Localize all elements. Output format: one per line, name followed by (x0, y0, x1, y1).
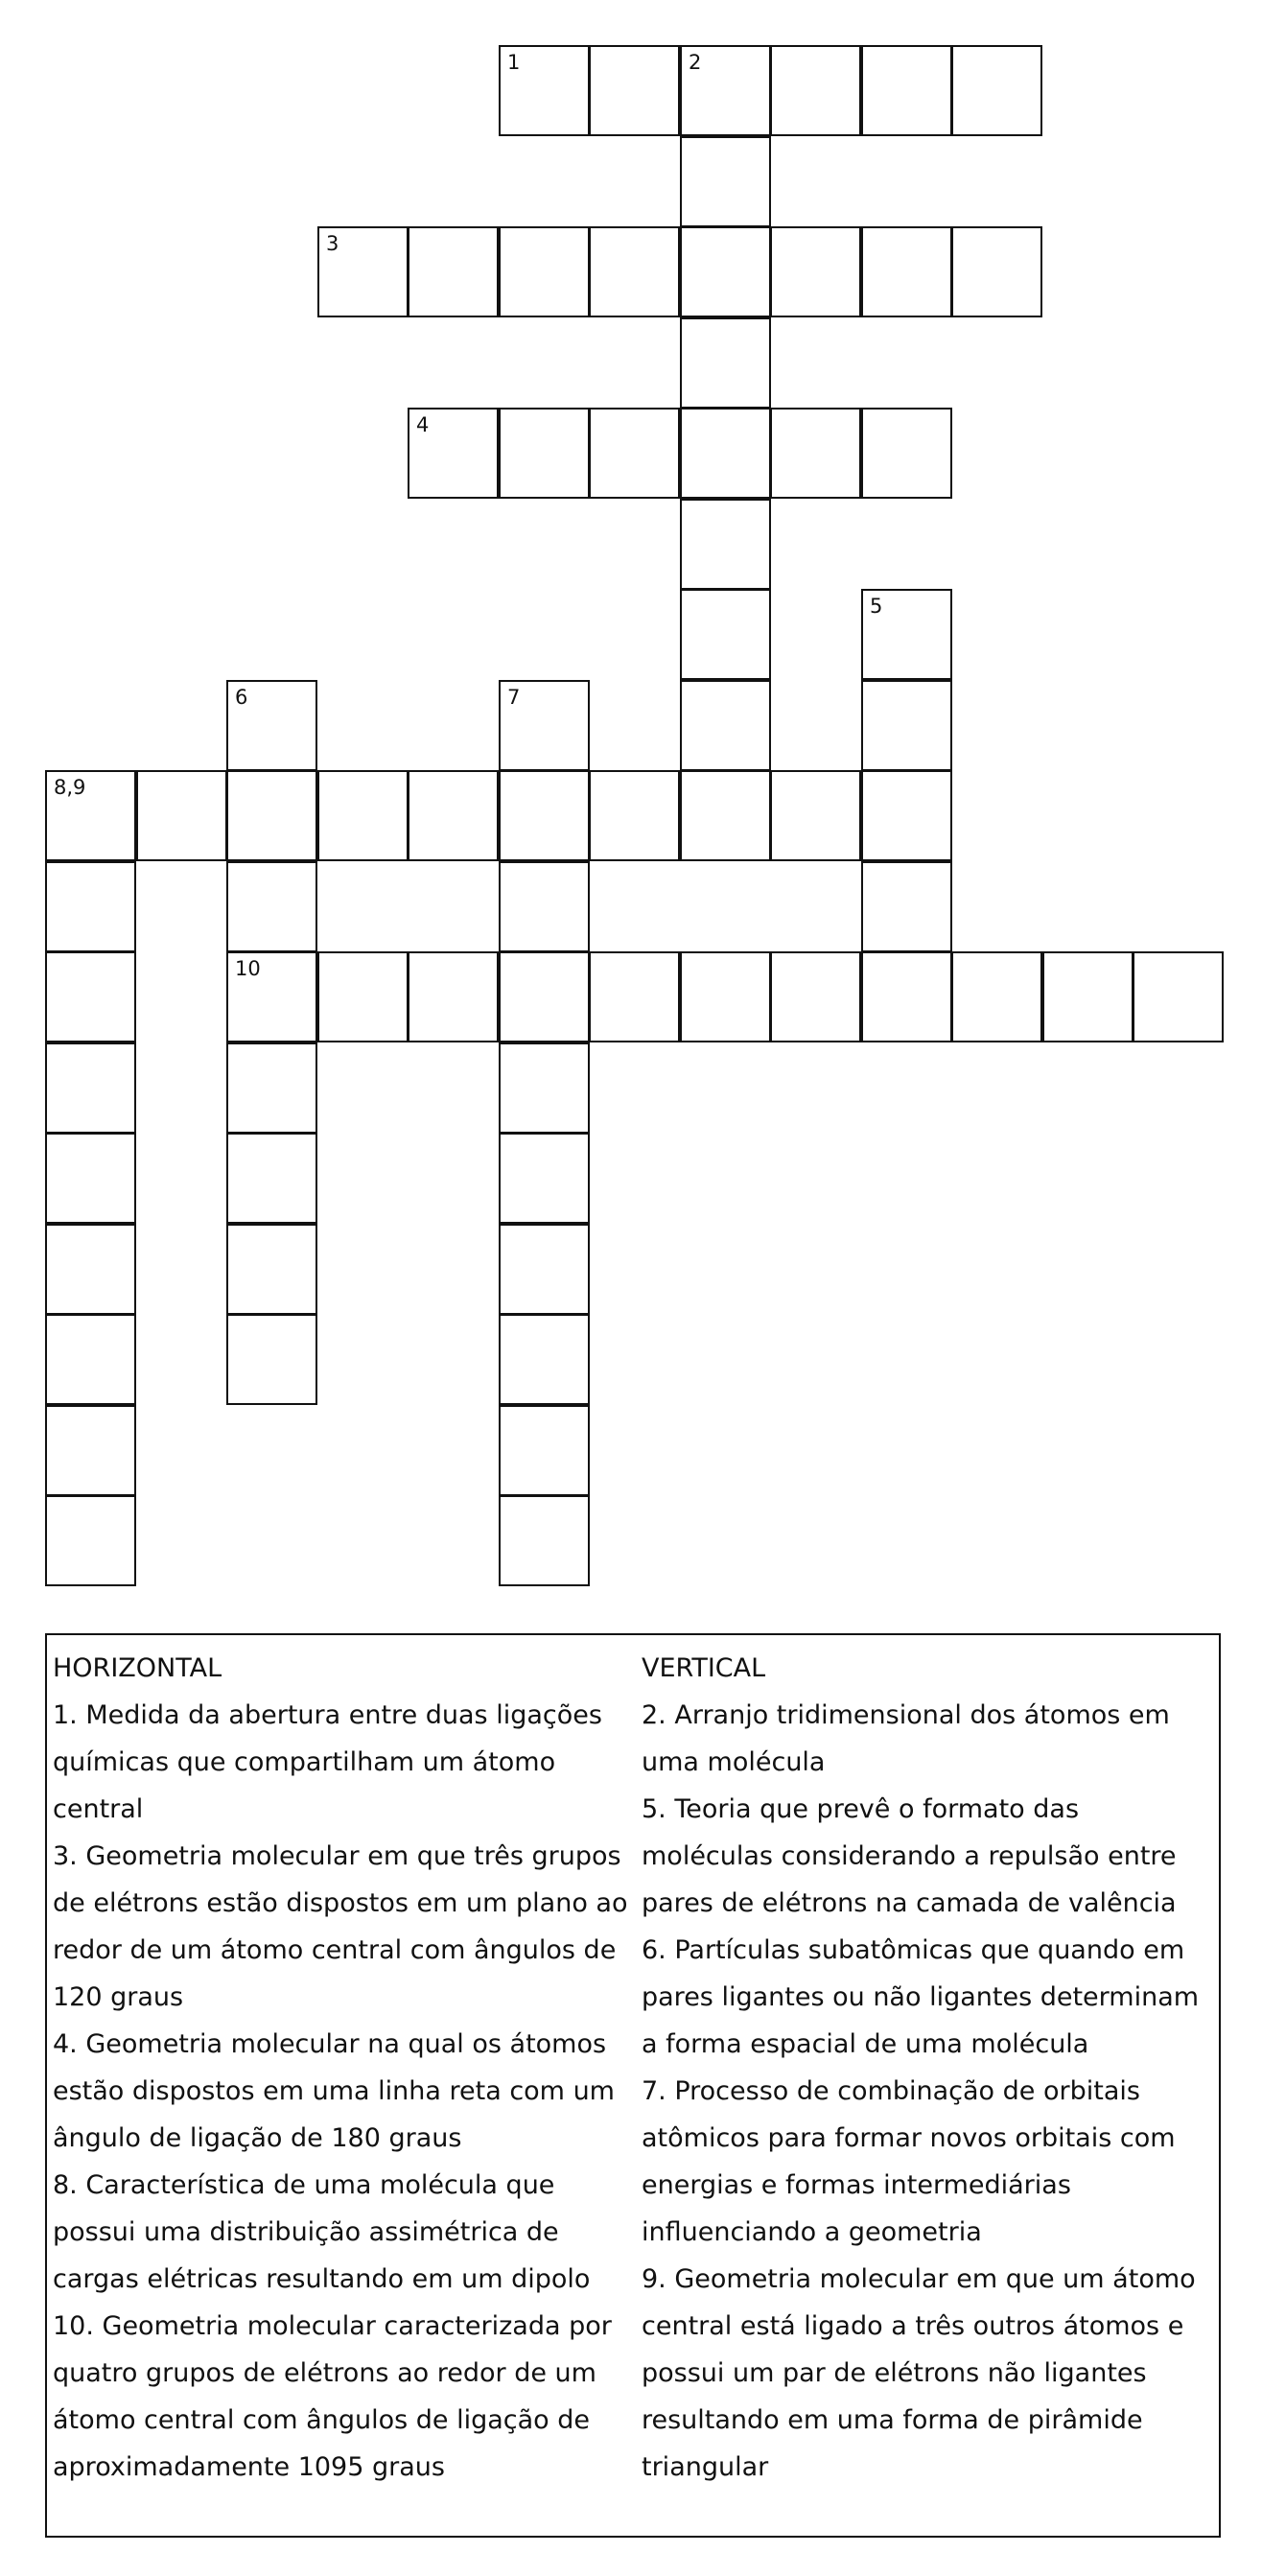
clue-number: 4 (416, 413, 430, 436)
crossword-cell[interactable] (861, 680, 952, 771)
crossword-cell[interactable] (499, 45, 590, 136)
crossword-cell[interactable] (680, 680, 771, 771)
crossword-cell[interactable] (317, 770, 409, 861)
crossword-cell[interactable] (680, 136, 771, 227)
crossword-cell[interactable] (951, 45, 1042, 136)
crossword-cell[interactable] (499, 951, 590, 1042)
clue-h3: 3. Geometria molecular em que três grupos de elétrons estão dispostos em um plano ao redor de um átomo central com ângulos de 120 graus (53, 1841, 628, 2012)
clue-number: 6 (235, 686, 248, 709)
crossword-cell[interactable] (136, 770, 227, 861)
crossword-cell[interactable] (408, 408, 499, 499)
crossword-cell[interactable] (589, 770, 680, 861)
crossword-cell[interactable] (408, 226, 499, 317)
clue-number: 7 (507, 686, 521, 709)
crossword-cell[interactable] (45, 1405, 136, 1496)
clue-number: 5 (870, 595, 883, 618)
clue-v7: 7. Processo de combinação de orbitais atômicos para formar novos orbitais com energias e formas intermediárias influenciando a geometria (642, 2076, 1176, 2247)
crossword-cell[interactable] (408, 951, 499, 1042)
crossword-cell[interactable] (45, 861, 136, 952)
crossword-cell[interactable] (226, 1224, 317, 1315)
crossword-cell[interactable] (499, 1133, 590, 1224)
crossword-cell[interactable] (1042, 951, 1133, 1042)
crossword-cell[interactable] (226, 951, 317, 1042)
clue-number: 8,9 (54, 776, 86, 799)
crossword-cell[interactable] (951, 226, 1042, 317)
horizontal-clues (53, 1645, 628, 2491)
crossword-cell[interactable] (317, 226, 409, 317)
crossword-cell[interactable] (680, 317, 771, 409)
crossword-cell[interactable] (499, 770, 590, 861)
crossword-cell[interactable] (408, 770, 499, 861)
crossword-cell[interactable] (680, 770, 771, 861)
clue-h4: 4. Geometria molecular na qual os átomos estão dispostos em uma linha reta com um ângulo de ligação de 180 graus (53, 2029, 615, 2153)
crossword-cell[interactable] (861, 951, 952, 1042)
clue-h8: 8. Característica de uma molécula que possui uma distribuição assimétrica de cargas elétricas resultando em um dipolo (53, 2170, 591, 2294)
crossword-cell[interactable] (861, 861, 952, 952)
crossword-cell[interactable] (861, 408, 952, 499)
crossword-cell[interactable] (589, 45, 680, 136)
crossword-cell[interactable] (589, 408, 680, 499)
crossword-cell[interactable] (226, 861, 317, 952)
crossword-cell[interactable] (770, 770, 861, 861)
crossword-cell[interactable] (226, 1042, 317, 1134)
crossword-cell[interactable] (770, 226, 861, 317)
clue-v9: 9. Geometria molecular em que um átomo central está ligado a três outros átomos e possui um par de elétrons não ligantes resultando em uma forma de pirâmide triangular (642, 2264, 1196, 2482)
crossword-cell[interactable] (680, 226, 771, 317)
clue-number: 10 (235, 957, 261, 980)
crossword-cell[interactable] (861, 589, 952, 680)
clue-number: 2 (689, 51, 702, 74)
crossword-cell[interactable] (499, 1314, 590, 1405)
crossword-cell[interactable] (499, 1495, 590, 1586)
crossword-cell[interactable] (226, 680, 317, 771)
clue-v5: 5. Teoria que prevê o formato das moléculas considerando a repulsão entre pares de elétrons na camada de valência (642, 1794, 1177, 1918)
clue-v6: 6. Partículas subatômicas que quando em pares ligantes ou não ligantes determinam a forma espacial de uma molécula (642, 1935, 1200, 2059)
clue-v2: 2. Arranjo tridimensional dos átomos em uma molécula (642, 1700, 1170, 1777)
crossword-cell[interactable] (45, 1133, 136, 1224)
crossword-cell[interactable] (45, 1224, 136, 1315)
crossword-cell[interactable] (45, 951, 136, 1042)
crossword-cell[interactable] (770, 408, 861, 499)
crossword-cell[interactable] (680, 45, 771, 136)
crossword-cell[interactable] (226, 770, 317, 861)
crossword-cell[interactable] (45, 1042, 136, 1134)
crossword-cell[interactable] (499, 408, 590, 499)
crossword-cell[interactable] (226, 1314, 317, 1405)
crossword-cell[interactable] (1133, 951, 1224, 1042)
crossword-cell[interactable] (861, 770, 952, 861)
crossword-cell[interactable] (680, 408, 771, 499)
crossword-cell[interactable] (499, 226, 590, 317)
crossword-cell[interactable] (499, 1405, 590, 1496)
crossword-cell[interactable] (861, 45, 952, 136)
crossword-cell[interactable] (680, 499, 771, 590)
crossword-cell[interactable] (589, 951, 680, 1042)
crossword-cell[interactable] (45, 1495, 136, 1586)
crossword-cell[interactable] (680, 589, 771, 680)
clue-h10: 10. Geometria molecular caracterizada por quatro grupos de elétrons ao redor de um átomo central com ângulos de ligação de aproximadamente 1095 graus (53, 2311, 612, 2482)
crossword-cell[interactable] (680, 951, 771, 1042)
crossword-cell[interactable] (951, 951, 1042, 1042)
crossword-cell[interactable] (770, 45, 861, 136)
vertical-title: VERTICAL (642, 1653, 766, 1683)
clue-number: 1 (507, 51, 521, 74)
crossword-cell[interactable] (499, 861, 590, 952)
clue-h1: 1. Medida da abertura entre duas ligações químicas que compartilham um átomo central (53, 1700, 602, 1824)
crossword-cell[interactable] (499, 680, 590, 771)
crossword-cell[interactable] (45, 1314, 136, 1405)
vertical-clues (642, 1645, 1217, 2491)
crossword-cell[interactable] (589, 226, 680, 317)
crossword-cell[interactable] (861, 226, 952, 317)
crossword-cell[interactable] (226, 1133, 317, 1224)
crossword-cell[interactable] (499, 1042, 590, 1134)
clue-number: 3 (326, 232, 339, 255)
crossword-cell[interactable] (499, 1224, 590, 1315)
horizontal-title: HORIZONTAL (53, 1653, 222, 1683)
clues-box (45, 1633, 1221, 2538)
crossword-cell[interactable] (317, 951, 409, 1042)
crossword-cell[interactable] (45, 770, 136, 861)
crossword-cell[interactable] (770, 951, 861, 1042)
